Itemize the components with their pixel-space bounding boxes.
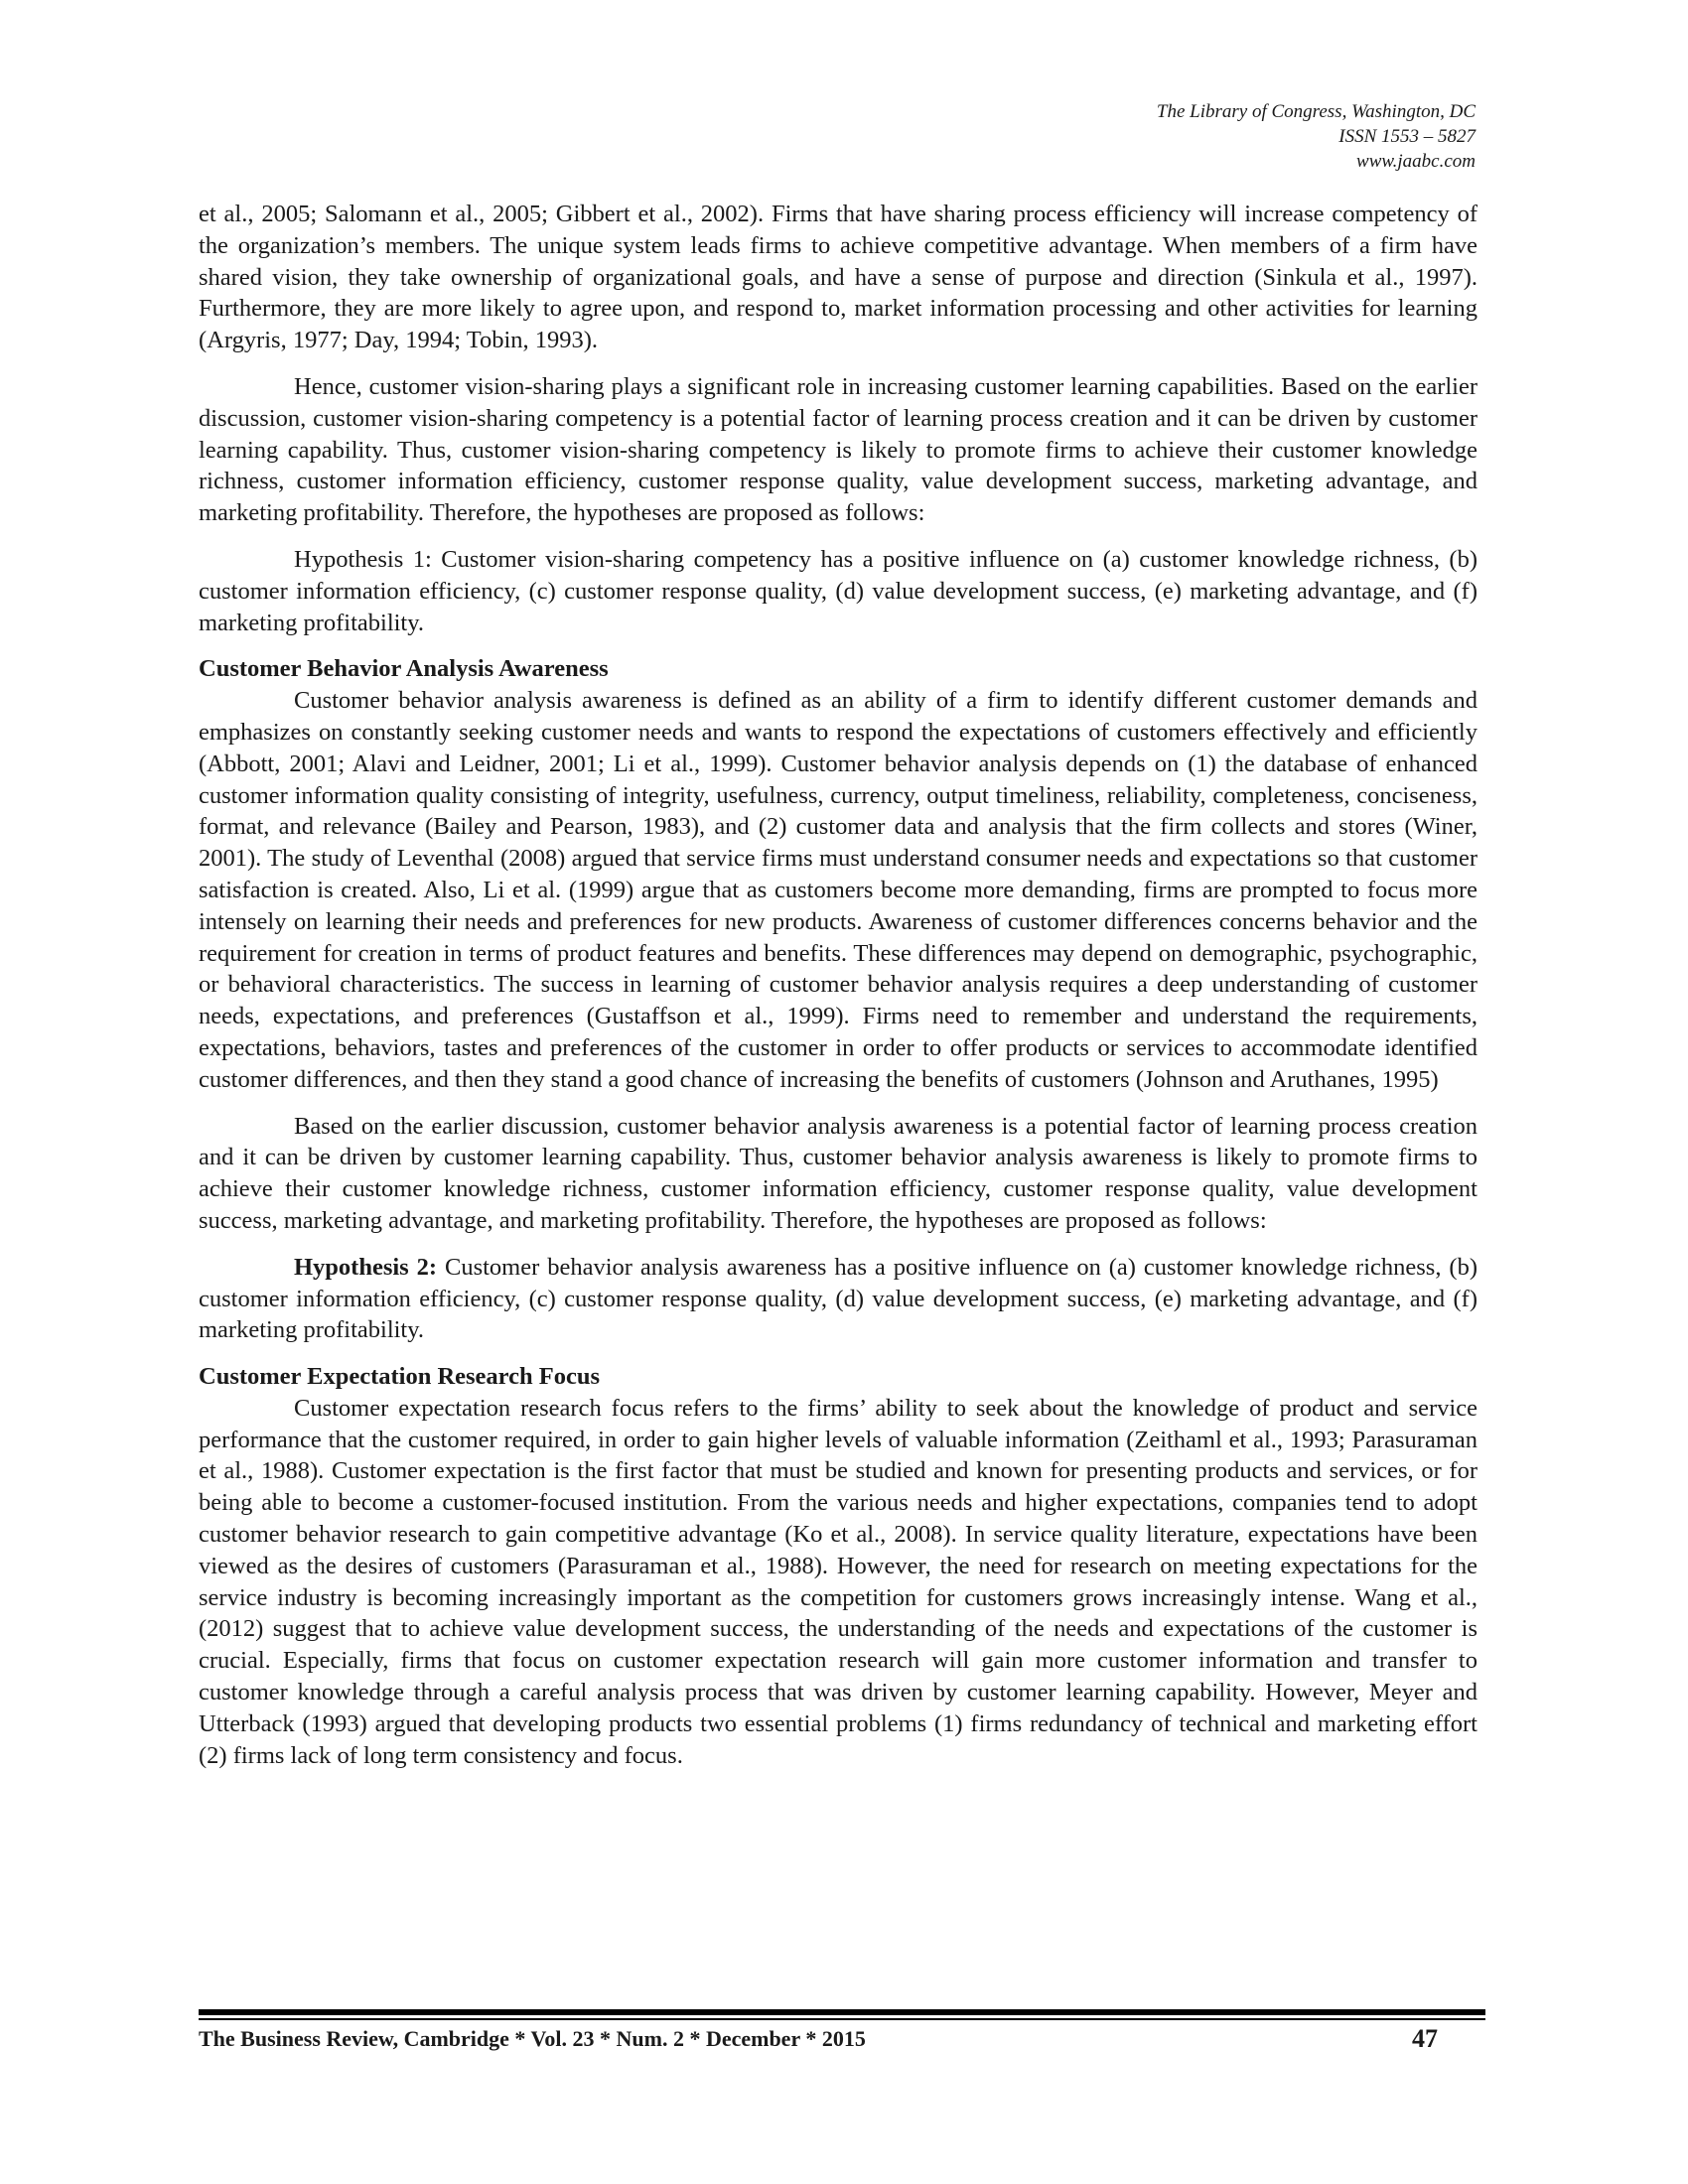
paragraph-behavior-summary: Based on the earlier discussion, customer behavior analysis awareness is a potential factor of learning process creation and it can be driven by customer learning capability. Thus, customer behavior analysis awareness is likely to promote firms to achieve their customer knowledge richness, customer information efficiency, customer response quality, value development success, marketing advantage, and marketing profitability. Therefore, the hypotheses are proposed as follows: — [199, 1112, 1477, 1234]
paragraph-behavior-analysis: Customer behavior analysis awareness is defined as an ability of a firm to identify different customer demands and emphasizes on constantly seeking customer needs and wants to respond the expectations of customers effectively and efficiently (Abbott, 2001; Alavi and Leidner, 2001; Li et al., 1999). Customer behavior analysis depends on (1) the database of enhanced customer information quality consisting of integrity, usefulness, currency, output timeliness, reliability, completeness, conciseness, format, and relevance (Bailey and Pearson, 1983), and (2) customer data and analysis that the firm collects and stores (Winer, 2001). The study of Leventhal (2008) argued that service firms must understand consumer needs and expectations so that customer satisfaction is created. Also, Li et al. (1999) argue that as customers become more demanding, firms are prompted to focus more intensely on learning their needs and preferences for new products. Awareness of customer differences concerns behavior and the requirement for creation in terms of product features and benefits. These differences may depend on demographic, psychographic, or behavioral characteristics. The success in learning of customer behavior analysis requires a deep understanding of customer needs, expectations, and preferences (Gustaffson et al., 1999). Firms need to remember and understand the requirements, expectations, behaviors, tastes and preferences of the customer in order to offer products or services to accommodate identified customer differences, and then they stand a good chance of increasing the benefits of customers (Johnson and Aruthanes, 1995) — [199, 687, 1477, 1093]
running-header — [1157, 99, 1476, 174]
hypothesis-2-text: Customer behavior analysis awareness has a positive influence on (a) customer knowledge richness, (b) customer information efficiency, (c) customer response quality, (d) value development success, (e) marketing advantage, and (f) marketing profitability. — [199, 1253, 1477, 1344]
footer-rule-thin — [199, 2018, 1485, 2020]
paragraph-expectation-research: Customer expectation research focus refers to the firms’ ability to seek about the knowledge of product and service performance that the customer required, in order to gain higher levels of valuable information (Zeithaml et al., 1993; Parasuraman et al., 1988). Customer expectation is the first factor that must be studied and known for presenting products and services, or for being able to become a customer-focused institution. From the various needs and higher expectations, companies tend to adopt customer behavior research to gain competitive advantage (Ko et al., 2008). In service quality literature, expectations have been viewed as the desires of customers (Parasuraman et al., 1988). However, the need for research on meeting expectations for the service industry is becoming increasingly important as the competition for customers grows increasingly intense. Wang et al., (2012) suggest that to achieve value development success, the understanding of the needs and expectations of the customer is crucial. Especially, firms that focus on customer expectation research will gain more customer information and transfer to customer knowledge through a careful analysis process that was driven by customer learning capability. However, Meyer and Utterback (1993) argued that developing products two essential problems (1) firms redundancy of technical and marketing effort (2) firms lack of long term consistency and focus. — [199, 1394, 1477, 1769]
paragraph-vision-sharing: Hence, customer vision-sharing plays a significant role in increasing customer learning capabilities. Based on the earlier discussion, customer vision-sharing competency is a potential factor of learning process creation and it can be driven by customer learning capability. Thus, customer vision-sharing competency is likely to promote firms to achieve their customer knowledge richness, customer information efficiency, customer response quality, value development success, marketing advantage, and marketing profitability. Therefore, the hypotheses are proposed as follows: — [199, 372, 1477, 527]
footer-journal-citation: The Business Review, Cambridge * Vol. 23 * Num. 2 * December * 2015 — [199, 2026, 866, 2051]
hypothesis-2-label: Hypothesis 2: — [294, 1253, 438, 1281]
paragraph-continuation: et al., 2005; Salomann et al., 2005; Gibbert et al., 2002). Firms that have sharing process efficiency will increase competency of the organization’s members. The unique system leads firms to achieve competitive advantage. When members of a firm have shared vision, they take ownership of organizational goals, and have a sense of purpose and direction (Sinkula et al., 1997). Furthermore, they are more likely to agree upon, and respond to, market information processing and other activities for learning (Argyris, 1977; Day, 1994; Tobin, 1993). — [199, 201, 1477, 354]
hypothesis-1: Hypothesis 1: Customer vision-sharing competency has a positive influence on (a) customer knowledge richness, (b) customer information efficiency, (c) customer response quality, (d) value development success, (e) marketing advantage, and (f) marketing profitability. — [199, 545, 1477, 636]
article-body — [199, 199, 1477, 1771]
section-heading-behavior-analysis: Customer Behavior Analysis Awareness — [199, 655, 609, 683]
header-website: www.jaabc.com — [1356, 151, 1476, 172]
footer-rule-thick — [199, 2009, 1485, 2015]
page-number: 47 — [1412, 2024, 1438, 2053]
section-heading-expectation-research: Customer Expectation Research Focus — [199, 1363, 600, 1391]
hypothesis-2 — [199, 1252, 1477, 1346]
header-library: The Library of Congress, Washington, DC — [1156, 101, 1476, 122]
header-issn: ISSN 1553 – 5827 — [1338, 126, 1476, 147]
